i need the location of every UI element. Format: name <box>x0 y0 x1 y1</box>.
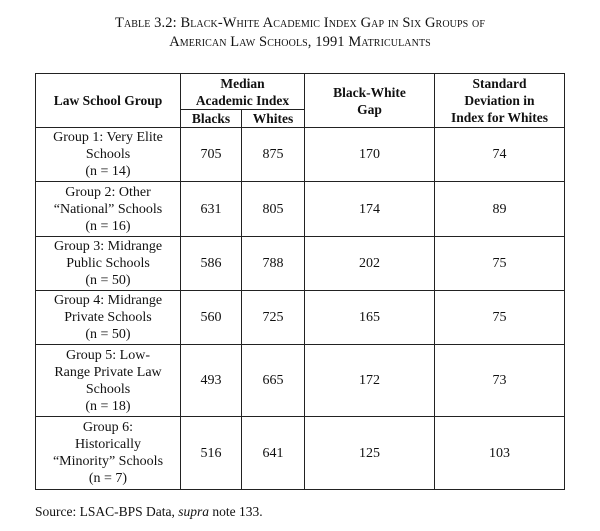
group-label-line: (n = 7) <box>88 471 128 486</box>
group-label-line: Historically <box>74 437 142 452</box>
group-label-line: Range Private Law <box>54 364 162 380</box>
header-sd-line-2: Deviation in <box>464 93 535 108</box>
header-sd-line-3: Index for Whites <box>450 110 548 125</box>
group-label-line: Group 2: Other <box>65 184 151 200</box>
header-black-white-gap <box>305 74 435 128</box>
cell-standard-deviation: 75 <box>435 291 565 345</box>
cell-law-school-group <box>36 128 181 182</box>
group-label-line: Group 5: Low- <box>66 347 150 363</box>
cell-standard-deviation: 89 <box>435 182 565 237</box>
cell-blacks: 705 <box>181 128 242 182</box>
group-label-line: “National” Schools <box>53 201 163 217</box>
cell-law-school-group <box>36 345 181 417</box>
header-median-line-2: Academic Index <box>195 92 290 108</box>
group-label-line: Public Schools <box>66 256 150 271</box>
header-whites: Whites <box>242 110 305 128</box>
cell-standard-deviation: 74 <box>435 128 565 182</box>
group-label-line: (n = 50) <box>85 273 131 288</box>
cell-standard-deviation: 103 <box>435 417 565 490</box>
group-label-line: Schools <box>85 147 131 162</box>
cell-blacks: 493 <box>181 345 242 417</box>
group-label-line: “Minority” Schools <box>52 454 164 469</box>
cell-black-white-gap: 202 <box>305 237 435 291</box>
cell-law-school-group <box>36 182 181 237</box>
academic-index-table <box>35 73 565 490</box>
table-row <box>36 237 565 291</box>
table-row <box>36 291 565 345</box>
header-standard-deviation <box>435 74 565 128</box>
cell-blacks: 560 <box>181 291 242 345</box>
cell-standard-deviation: 75 <box>435 237 565 291</box>
cell-whites: 788 <box>242 237 305 291</box>
table-body <box>36 128 565 490</box>
table-row <box>36 345 565 417</box>
source-italic: supra <box>178 504 210 519</box>
table-row <box>36 128 565 182</box>
group-label-line: (n = 50) <box>85 327 131 342</box>
cell-blacks: 631 <box>181 182 242 237</box>
group-label-line: (n = 16) <box>85 218 131 234</box>
cell-blacks: 586 <box>181 237 242 291</box>
cell-whites: 641 <box>242 417 305 490</box>
source-note <box>35 503 263 521</box>
header-gap-line-1: Black-White <box>333 84 406 100</box>
group-label-line: Group 6: <box>82 420 134 435</box>
header-law-school-group: Law School Group <box>36 74 181 128</box>
group-label-line: Group 4: Midrange <box>53 293 163 308</box>
header-blacks: Blacks <box>181 110 242 128</box>
cell-black-white-gap: 165 <box>305 291 435 345</box>
cell-law-school-group <box>36 291 181 345</box>
group-label-line: Schools <box>85 381 131 397</box>
group-label-line: (n = 14) <box>85 164 131 179</box>
cell-black-white-gap: 125 <box>305 417 435 490</box>
header-sd-line-1: Standard <box>472 76 527 91</box>
cell-law-school-group <box>36 417 181 490</box>
cell-black-white-gap: 174 <box>305 182 435 237</box>
cell-black-white-gap: 172 <box>305 345 435 417</box>
group-label-line: (n = 18) <box>85 398 131 414</box>
table-row <box>36 182 565 237</box>
table-title-line-1: Table 3.2: Black-White Academic Index Gap in Six Groups of <box>114 15 486 31</box>
table-title-line-2: American Law Schools, 1991 Matriculants <box>169 34 431 50</box>
source-suffix: note 133. <box>209 504 263 519</box>
header-median-academic-index <box>181 74 305 110</box>
cell-black-white-gap: 170 <box>305 128 435 182</box>
cell-standard-deviation: 73 <box>435 345 565 417</box>
group-label-line: Group 3: Midrange <box>53 239 163 254</box>
header-gap-line-2: Gap <box>357 101 382 117</box>
cell-whites: 665 <box>242 345 305 417</box>
header-median-line-1: Median <box>220 75 265 91</box>
cell-blacks: 516 <box>181 417 242 490</box>
source-prefix: Source: LSAC-BPS Data, <box>35 504 179 519</box>
cell-whites: 875 <box>242 128 305 182</box>
cell-whites: 725 <box>242 291 305 345</box>
table-title <box>0 14 600 52</box>
group-label-line: Private Schools <box>64 310 152 325</box>
cell-law-school-group <box>36 237 181 291</box>
cell-whites: 805 <box>242 182 305 237</box>
group-label-line: Group 1: Very Elite <box>53 130 163 145</box>
table-row <box>36 417 565 490</box>
